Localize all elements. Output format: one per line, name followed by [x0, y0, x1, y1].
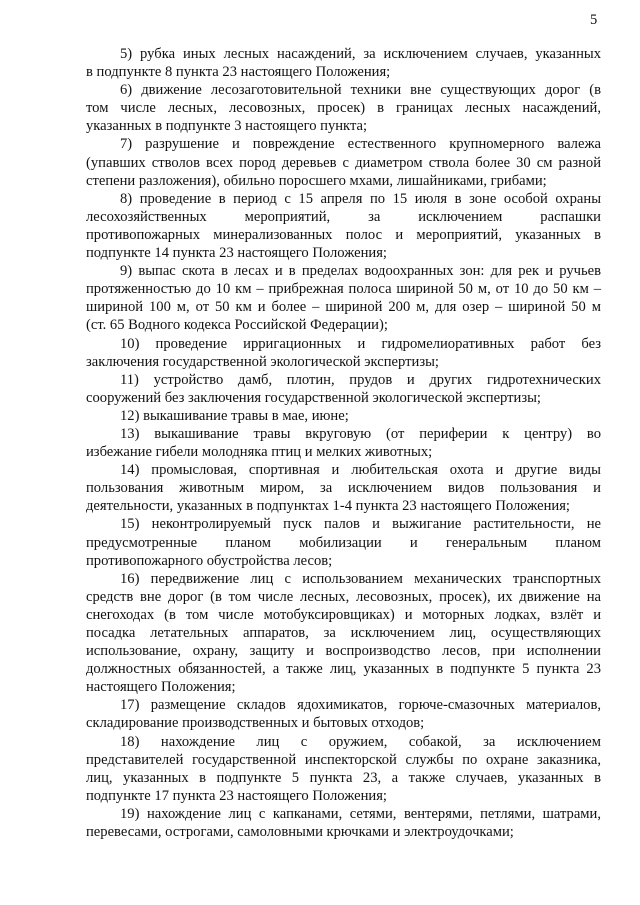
text-line: 16) передвижение лиц с использованием механических транспортных — [120, 570, 601, 587]
text-line: противопожарного обустройства лесов; — [86, 552, 333, 569]
list-item — [86, 696, 601, 732]
text-line: избежание гибели молодняка птиц и мелких животных; — [86, 444, 433, 461]
text-line: снегоходах (в том числе мотобуксировщиках) и моторных лодках, взлёт и — [86, 606, 601, 623]
text-line: (упавших стволов всех пород деревьев с диаметром ствола более 30 см разной — [86, 154, 601, 171]
text-line: 14) промысловая, спортивная и любительская охота и другие виды — [120, 462, 601, 479]
text-line: сооружений без заключения государственной экологической экспертизы; — [86, 389, 541, 406]
list-item — [86, 461, 601, 515]
text-line: настоящего Положения; — [86, 679, 236, 696]
list-item — [86, 733, 601, 805]
text-line: складирование производственных и бытовых отходов; — [86, 715, 425, 732]
list-item — [86, 335, 601, 371]
list-item — [86, 425, 601, 461]
text-line: 7) разрушение и повреждение естественного крупномерного валежа — [120, 136, 601, 153]
list-item — [86, 262, 601, 334]
text-line: 13) выкашивание травы вкруговую (от периферии к центру) во — [120, 425, 601, 442]
text-line: 17) размещение складов ядохимикатов, горюче-смазочных материалов, — [120, 697, 601, 714]
list-item — [86, 135, 601, 189]
text-line: 5) рубка иных лесных насаждений, за исключением случаев, указанных — [120, 46, 601, 62]
text-line: должностных обязанностей, а также лиц, указанных в подпункте 5 пункта 23 — [86, 661, 601, 678]
list-item — [86, 371, 601, 407]
text-line: 8) проведение в период с 15 апреля по 15 июля в зоне особой охраны — [120, 190, 601, 207]
text-line: том числе лесных, лесовозных, просек) в границах лесных насаждений, — [86, 100, 601, 117]
text-line: подпункте 14 пункта 23 настоящего Положения; — [86, 245, 387, 262]
page-number: 5 — [590, 12, 598, 28]
text-line: подпункте 17 пункта 23 настоящего Положения; — [86, 787, 387, 804]
list-item — [86, 515, 601, 569]
text-line: 18) нахождение лиц с оружием, собакой, за исключением — [120, 733, 601, 750]
text-line: представителей государственной инспекторской службы по охране заказника, — [86, 751, 601, 768]
text-line: в подпункте 8 пункта 23 настоящего Положения; — [86, 64, 391, 81]
text-line: 9) выпас скота в лесах и в пределах водоохранных зон: для рек и ручьев — [120, 263, 601, 280]
text-line: указанных в подпункте 3 настоящего пункта; — [86, 118, 368, 135]
text-line: заключения государственной экологической экспертизы; — [86, 353, 439, 370]
text-line: средств вне дорог (в том числе лесных, лесовозных, просек), их движение на — [86, 588, 601, 605]
list-item — [86, 407, 601, 425]
list-item — [86, 45, 601, 81]
text-line: деятельности, указанных в подпунктах 1-4 пункта 23 настоящего Положения; — [86, 498, 570, 515]
text-line: протяженностью до 10 км – прибрежная полоса шириной 50 м, от 10 до 50 км – — [86, 281, 601, 298]
text-line: (ст. 65 Водного кодекса Российской Федерации); — [86, 317, 388, 334]
text-line: перевесами, острогами, самоловными крючками и электроудочками; — [86, 824, 514, 841]
text-line: 10) проведение ирригационных и гидромелиоративных работ без — [120, 335, 601, 352]
text-line: шириной 100 м, от 50 км и более – шириной 200 м, для озер – шириной 50 м — [86, 299, 601, 316]
document-body — [86, 45, 601, 841]
text-line: предусмотренные планом мобилизации и генеральным планом — [86, 534, 601, 551]
text-line: 12) выкашивание травы в мае, июне; — [120, 407, 349, 424]
list-item — [86, 190, 601, 262]
text-line: лесохозяйственных мероприятий, за исключением распашки — [86, 208, 601, 225]
text-line: посадка летательных аппаратов, за исключением лиц, осуществляющих — [86, 625, 601, 641]
text-line: степени разложения), обильно поросшего мхами, лишайниками, грибами; — [86, 172, 547, 189]
text-line: противопожарных минерализованных полос и мероприятий, указанных в — [86, 226, 601, 243]
text-line: 11) устройство дамб, плотин, прудов и других гидротехнических — [120, 371, 601, 388]
list-item — [86, 81, 601, 135]
text-line: 15) неконтролируемый пуск палов и выжигание растительности, не — [120, 516, 601, 533]
text-line: использование, охрану, защиту и воспроизводство лесов, при исполнении — [86, 643, 601, 660]
list-item — [86, 805, 601, 841]
text-line: 19) нахождение лиц с капканами, сетями, вентерями, петлями, шатрами, — [120, 805, 601, 822]
list-item — [86, 570, 601, 697]
text-line: лиц, указанных в подпункте 5 пункта 23, а также случаев, указанных в — [86, 769, 601, 786]
text-line: пользования животным миром, за исключением видов пользования и — [86, 480, 601, 497]
text-line: 6) движение лесозаготовительной техники вне существующих дорог (в — [120, 82, 601, 99]
